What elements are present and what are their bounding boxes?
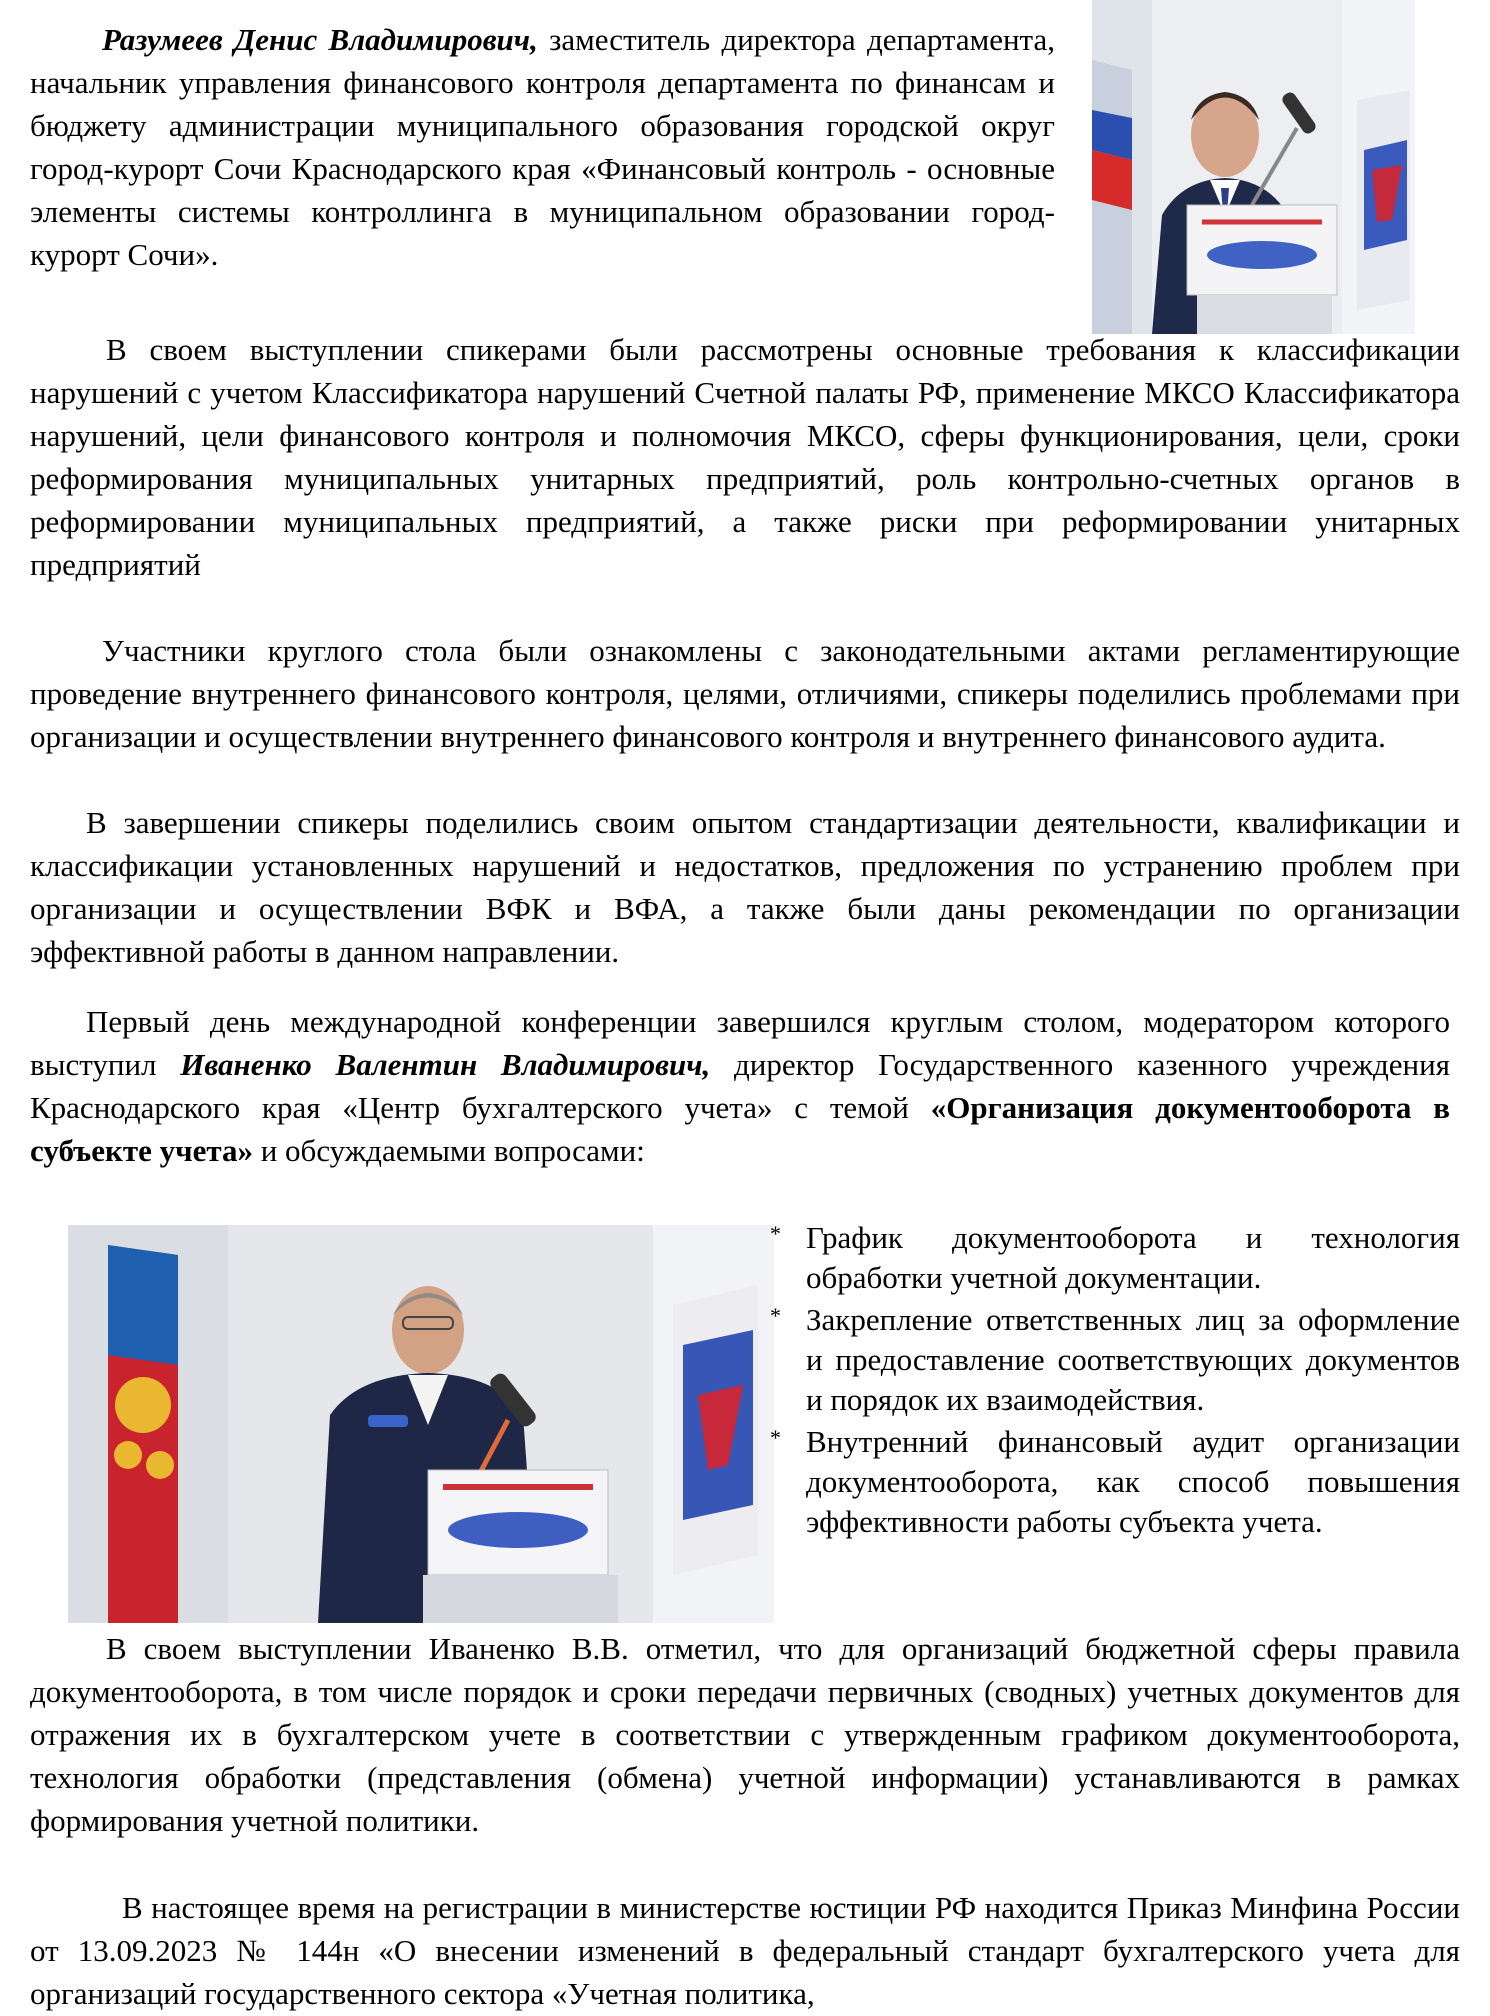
moderator-name-ivanenko: Иваненко Валентин Владимирович, [180,1047,711,1082]
paragraph-conclusion: В завершении спикеры поделились своим опытом стандартизации деятельности, квалификации и классификации установленных нарушений и недостатков, предложения по устранению проблем при организации и осуществлении ВФК и ВФА, а также были даны рекомендации по организации эффективной работы в данном направлении. [30,805,1460,969]
speaker-name-razumeev: Разумеев Денис Владимирович, [102,22,538,57]
paragraph-minfin-order: В настоящее время на регистрации в министерстве юстиции РФ находится Приказ Минфина России от 13.09.2023 № 144н «О внесении изменений в федеральный стандарт бухгалтерского учета для организаций государственного сектора «Учетная политика, [30,1890,1460,2011]
paragraph-participants: Участники круглого стола были ознакомлены с законодательными актами регламентирующие проведение внутреннего финансового контроля, целями, отличиями, спикеры поделились проблемами при организации и осуществлении внутреннего финансового контроля и внутреннего финансового аудита. [30,633,1460,754]
topic-title: «Организация документооборота в субъекте учета» [30,1090,1450,1168]
paragraph-ivanenko-speech: В своем выступлении Иваненко В.В. отметил, что для организаций бюджетной сферы правила документооборота, в том числе порядок и сроки передачи первичных (сводных) учетных документов для отражения их в бухгалтерском учете в соответствии с утвержденным графиком документооборота, технология обработки (представления (обмена) учетной информации) устанавливаются в рамках формирования учетной политики. [30,1631,1460,1838]
paragraph-speakers-topics: В своем выступлении спикерами были рассмотрены основные требования к классификации нарушений с учетом Классификатора нарушений Счетной палаты РФ, применение МКСО Классификатора нарушений, цели финансового контроля и полномочия МКСО, сферы функционирования, цели, сроки реформирования муниципальных унитарных предприятий, роль контрольно-счетных органов в реформировании муниципальных предприятий, а также риски при реформировании унитарных предприятий [30,332,1460,582]
list-item: * График документооборота и технология обработки учетной документации. [770,1220,1460,1295]
paragraph-razumeev-text: заместитель директора департамента, начальник управления финансового контроля департамента по финансам и бюджету администрации муниципального образования городской округ город-курорт Сочи Краснодарского края «Финансовый контроль - основные элементы системы контроллинга в муниципальном образовании город- курорт Сочи». [30,22,1055,272]
photo-speaker-ivanenko [68,1225,774,1623]
list-item: * Закрепление ответственных лиц за оформление и предоставление соответствующих документов и порядок их взаимодействия. [770,1302,1460,1417]
paragraph-razumeev [30,18,1055,276]
photo-speaker-razumeev [1092,0,1415,334]
list-item: * Внутренний финансовый аудит организации документооборота, как способ повышения эффективности работы субъекта учета. [770,1424,1460,1539]
discussion-questions-list [770,1218,1460,1544]
paragraph-first-day: Первый день международной конференции завершился круглым столом, модератором которого выступил Иваненко Валентин Владимирович, директор Государственного казенного учреждения Краснодарского края «Центр бухгалтерского учета» с темой «Организация документооборота в субъекте учета» и обсуждаемыми вопросами: [30,1004,1450,1168]
